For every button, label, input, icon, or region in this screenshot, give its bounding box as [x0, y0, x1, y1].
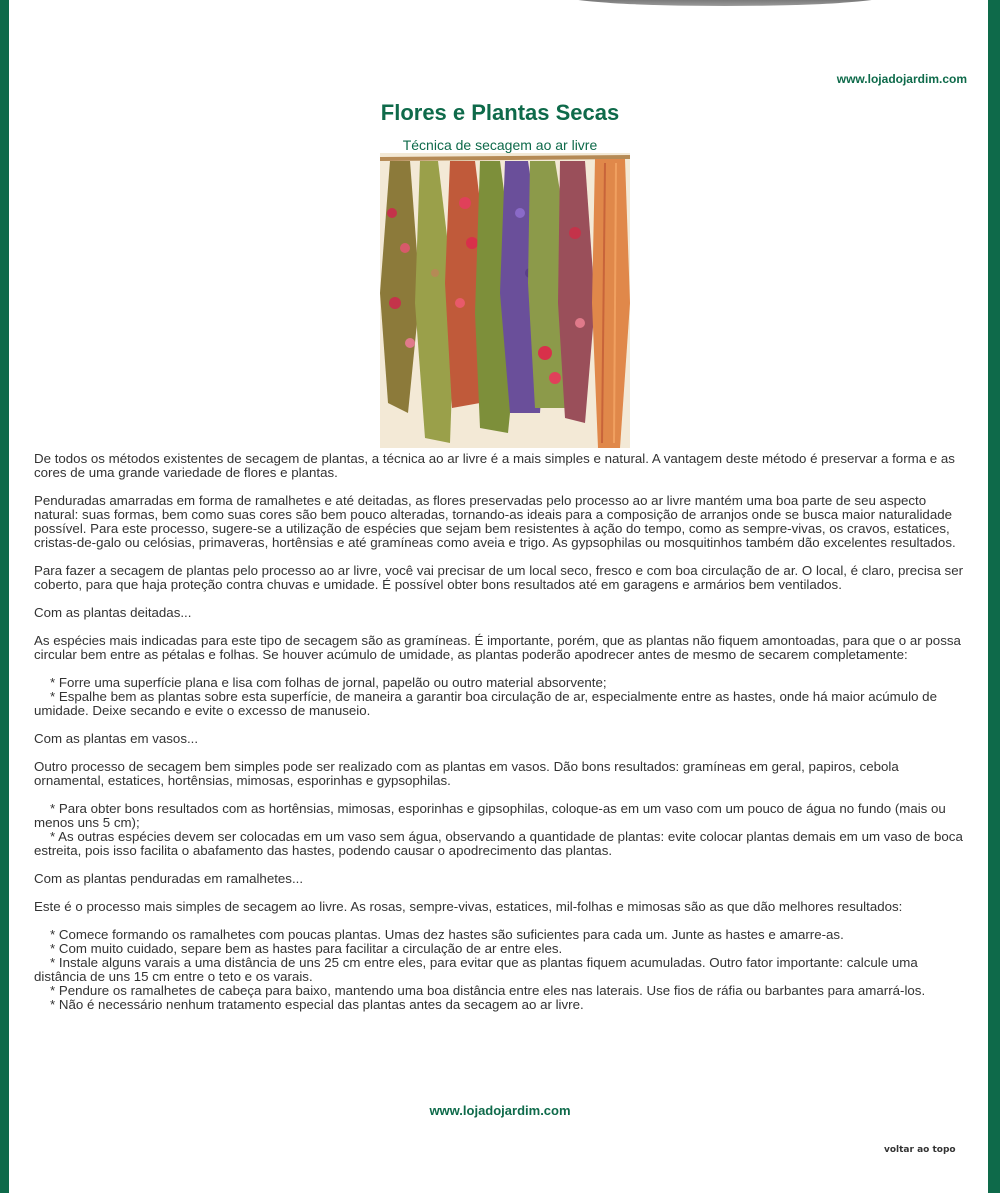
page-subtitle: Técnica de secagem ao ar livre	[402, 137, 598, 153]
list-item: * Forre uma superfície plana e lisa com folhas de jornal, papelão ou outro material absorvente;	[50, 675, 607, 690]
section-heading: Com as plantas deitadas...	[34, 605, 192, 620]
list-item: * Instale alguns varais a uma distância de uns 25 cm entre eles, para evitar que as plantas fiquem acumuladas. Outro fator importante: calcule uma distância de uns 15 cm entre o teto e os varais.	[34, 955, 918, 984]
back-to-top-link[interactable]: voltar ao topo	[884, 1145, 956, 1155]
site-link-bottom[interactable]: www.lojadojardim.com	[429, 1103, 571, 1118]
list-item: * As outras espécies devem ser colocadas em um vaso sem água, observando a quantidade de plantas: evite colocar plantas demais em um vaso de boca estreita, pois isso facilita o abafamento das hastes, podendo causar o apodrecimento das plantas.	[34, 829, 963, 858]
paragraph: Penduradas amarradas em forma de ramalhetes e até deitadas, as flores preservadas pelo processo ao ar livre mantém uma boa parte de seu aspecto natural: suas formas, bem como suas cores são bem pouco alteradas, tornando-as ideais para a composição de arranjos onde se busca maior naturalidade possível. Para este processo, sugere-se a utilização de espécies que sejam bem resistentes à ação do tempo, como as sempre-vivas, os cravos, estatices, cristas-de-galo ou celósias, primaveras, hortênsias e até gramíneas como aveia e trigo. As gypsophilas ou mosquitinhos também dão excelentes resultados.	[34, 493, 956, 550]
left-border-bar	[0, 0, 9, 1193]
right-border-bar	[988, 0, 1000, 1193]
list-item: * Com muito cuidado, separe bem as hastes para facilitar a circulação de ar entre eles.	[50, 941, 563, 956]
section-heading: Com as plantas penduradas em ramalhetes...	[34, 871, 304, 886]
header-decoration	[565, 0, 885, 6]
list-item: * Pendure os ramalhetes de cabeça para baixo, mantendo uma boa distância entre eles nas laterais. Use fios de ráfia ou barbantes para amarrá-los.	[50, 983, 926, 998]
section-heading: Com as plantas em vasos...	[34, 731, 199, 746]
list-item: * Espalhe bem as plantas sobre esta superfície, de maneira a garantir boa circulação de ar, especialmente entre as hastes, onde há maior acúmulo de umidade. Deixe secando e evite o excesso de manuseio.	[34, 689, 937, 718]
dried-flowers-photo	[380, 153, 630, 448]
paragraph: De todos os métodos existentes de secagem de plantas, a técnica ao ar livre é a mais simples e natural. A vantagem deste método é preservar a forma e as cores de uma grande variedade de flores e plantas.	[34, 451, 955, 480]
paragraph: Para fazer a secagem de plantas pelo processo ao ar livre, você vai precisar de um local seco, fresco e com boa circulação de ar. O local, é claro, precisa ser coberto, para que haja proteção contra chuvas e umidade. É possível obter bons resultados até em garagens e armários bem ventilados.	[34, 563, 964, 592]
list-item: * Para obter bons resultados com as hortênsias, mimosas, esporinhas e gipsophilas, coloque-as em um vaso com um pouco de água no fundo (mais ou menos uns 5 cm);	[34, 801, 946, 830]
paragraph: Este é o processo mais simples de secagem ao livre. As rosas, sempre-vivas, estatices, mil-folhas e mimosas são as que dão melhores resultados:	[34, 899, 903, 914]
page-title: Flores e Plantas Secas	[380, 100, 620, 125]
site-link-top[interactable]: www.lojadojardim.com	[836, 72, 967, 86]
list-item: * Comece formando os ramalhetes com poucas plantas. Umas dez hastes são suficientes para cada um. Junte as hastes e amarre-as.	[50, 927, 844, 942]
list-item: * Não é necessário nenhum tratamento especial das plantas antes da secagem ao ar livre.	[50, 997, 584, 1012]
paragraph: Outro processo de secagem bem simples pode ser realizado com as plantas em vasos. Dão bons resultados: gramíneas em geral, papiros, cebola ornamental, estatices, hortênsias, mimosas, esporinhas e gypsophilas.	[34, 759, 899, 788]
article-body	[34, 452, 968, 1012]
paragraph: As espécies mais indicadas para este tipo de secagem são as gramíneas. É importante, porém, que as plantas não fiquem amontoadas, para que o ar possa circular bem entre as pétalas e folhas. Se houver acúmulo de umidade, as plantas poderão apodrecer antes de mesmo de secarem completamente:	[34, 633, 961, 662]
